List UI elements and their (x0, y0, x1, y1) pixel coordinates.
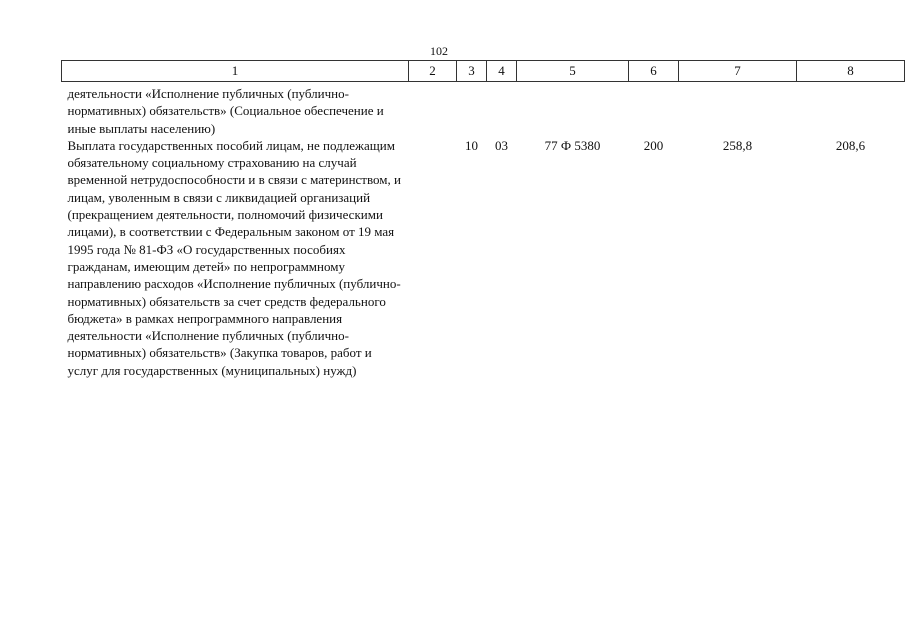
column-header-4: 4 (487, 61, 517, 82)
cell-section (457, 82, 487, 137)
cell-expense-type: 200 (643, 137, 664, 153)
cell-section: 10 (465, 137, 478, 153)
cell-subsection: 03 (495, 137, 508, 153)
column-header-3: 3 (457, 61, 487, 82)
column-header-5: 5 (517, 61, 629, 82)
cell-sum-year2 (797, 82, 905, 137)
page-number: 102 (430, 44, 448, 58)
table-row (62, 137, 905, 379)
cell-target (517, 82, 629, 137)
column-header-7: 7 (679, 61, 797, 82)
cell-subsection (487, 82, 517, 137)
cell-sum-year1: 258,8 (722, 137, 753, 153)
row-description: деятельности «Исполнение публичных (публично-нормативных) обязательств» (Социальное обеспечение и иные выплаты населению) (67, 86, 384, 136)
cell-sum-year2: 208,6 (835, 137, 866, 153)
cell-target: 77 Ф 5380 (544, 137, 601, 153)
cell-ministry (409, 137, 457, 379)
column-header-8: 8 (797, 61, 905, 82)
column-header-6: 6 (629, 61, 679, 82)
cell-expense-type (629, 82, 679, 137)
cell-sum-year1 (679, 82, 797, 137)
column-header-2: 2 (409, 61, 457, 82)
table-header-row (62, 61, 905, 82)
row-description: Выплата государственных пособий лицам, не подлежащим обязательному социальному страхованию на случай временной нетрудоспособности и в связи с материнством, и лицам, уволенным в связи с ликвидацией организаций (прекращением деятельности, полномочий физическими лицами), в соответствии с Федеральным законом от 19 мая 1995 года № 81-ФЗ «О государственных пособиях гражданам, имеющим детей» по непрограммному направлению расходов «Исполнение публичных (публично-нормативных) обязательств за счет средств федерального бюджета» в рамках непрограммного направления деятельности «Исполнение публичных (публично-нормативных) обязательств» (Закупка товаров, работ и услуг для государственных (муниципальных) нужд) (67, 137, 401, 378)
column-header-1: 1 (62, 61, 409, 82)
cell-ministry (409, 82, 457, 137)
table-row (62, 82, 905, 137)
budget-table (61, 60, 905, 379)
